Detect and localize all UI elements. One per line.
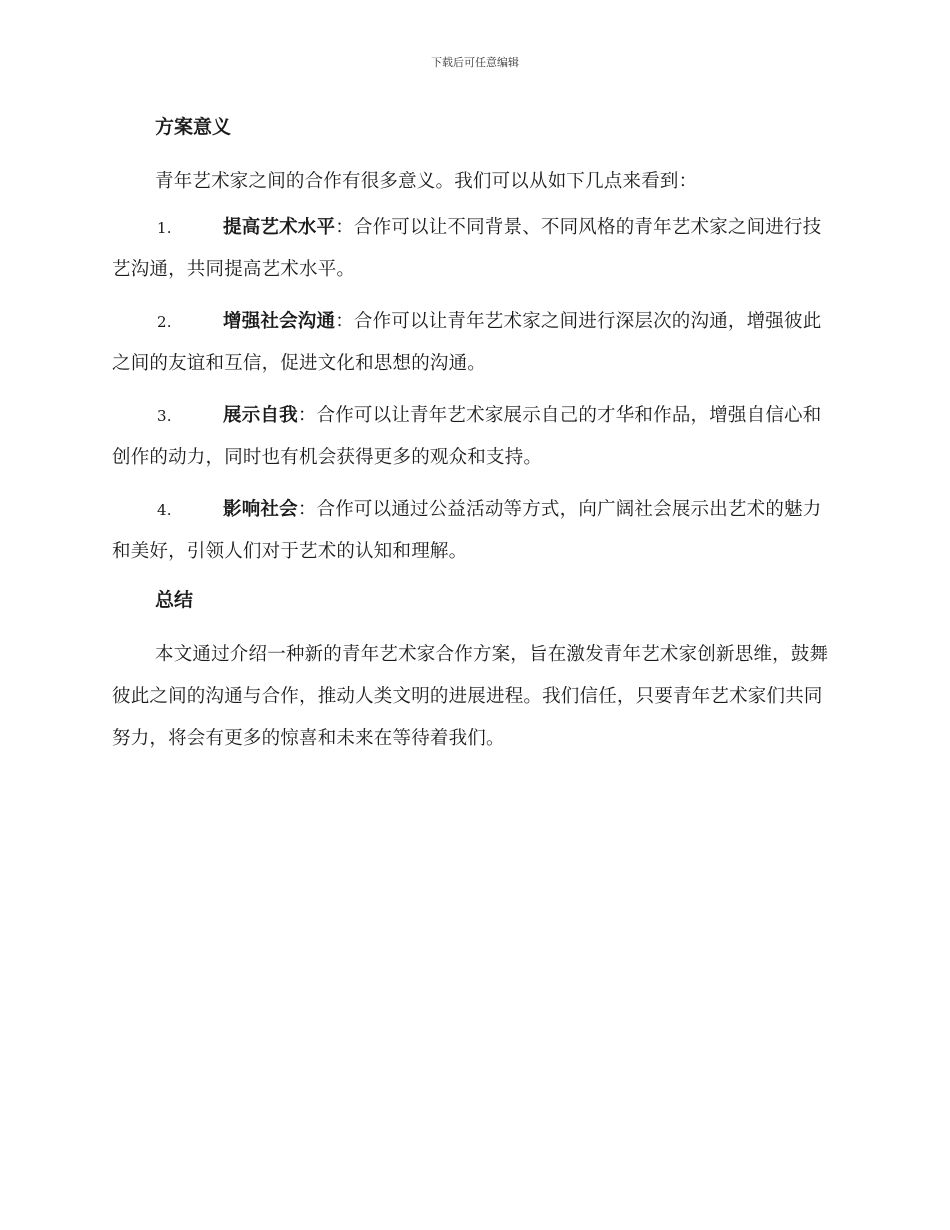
list-text: 合作可以让青年艺术家之间进行深层次的沟通，增强彼此之间的友谊和互信，促进文化和思想的沟通。 <box>112 311 822 374</box>
list-number: 2. <box>157 313 172 331</box>
list-number: 4. <box>157 501 172 519</box>
header-note: 下载后可任意编辑 <box>431 56 519 69</box>
list-separator: ： <box>335 311 354 332</box>
list-separator: ： <box>297 405 317 426</box>
intro-paragraph: 青年艺术家之间的合作有很多意义。我们可以从如下几点来看到： <box>155 171 698 192</box>
list-number: 3. <box>157 407 172 425</box>
list-number: 1. <box>157 219 172 237</box>
list-separator: ： <box>335 217 354 238</box>
summary-paragraph: 本文通过介绍一种新的青年艺术家合作方案，旨在激发青年艺术家创新思维，鼓舞彼此之间的沟通与合作，推动人类文明的进展进程。我们信任，只要青年艺术家们共同努力，将会有更多的惊喜和未来在等待着我们。 <box>112 644 829 749</box>
list-item <box>112 489 832 573</box>
list-text: 合作可以让青年艺术家展示自己的才华和作品，增强自信心和创作的动力，同时也有机会获得更多的观众和支持。 <box>112 405 822 468</box>
list-text: 合作可以通过公益活动等方式，向广阔社会展示出艺术的魅力和美好，引领人们对于艺术的认知和理解。 <box>112 499 822 562</box>
list-item <box>112 207 832 291</box>
list-term: 增强社会沟通 <box>223 311 336 332</box>
list-term: 展示自我 <box>223 405 298 426</box>
section-heading-summary: 总结 <box>155 589 194 611</box>
list-item <box>112 301 832 385</box>
list-term: 提高艺术水平 <box>223 217 336 238</box>
section-heading-significance: 方案意义 <box>155 116 232 138</box>
document-content <box>112 110 832 764</box>
list-term: 影响社会 <box>223 499 298 520</box>
list-separator: ： <box>297 499 317 520</box>
list-item <box>112 395 832 479</box>
list-text: 合作可以让不同背景、不同风格的青年艺术家之间进行技艺沟通，共同提高艺术水平。 <box>112 217 822 280</box>
